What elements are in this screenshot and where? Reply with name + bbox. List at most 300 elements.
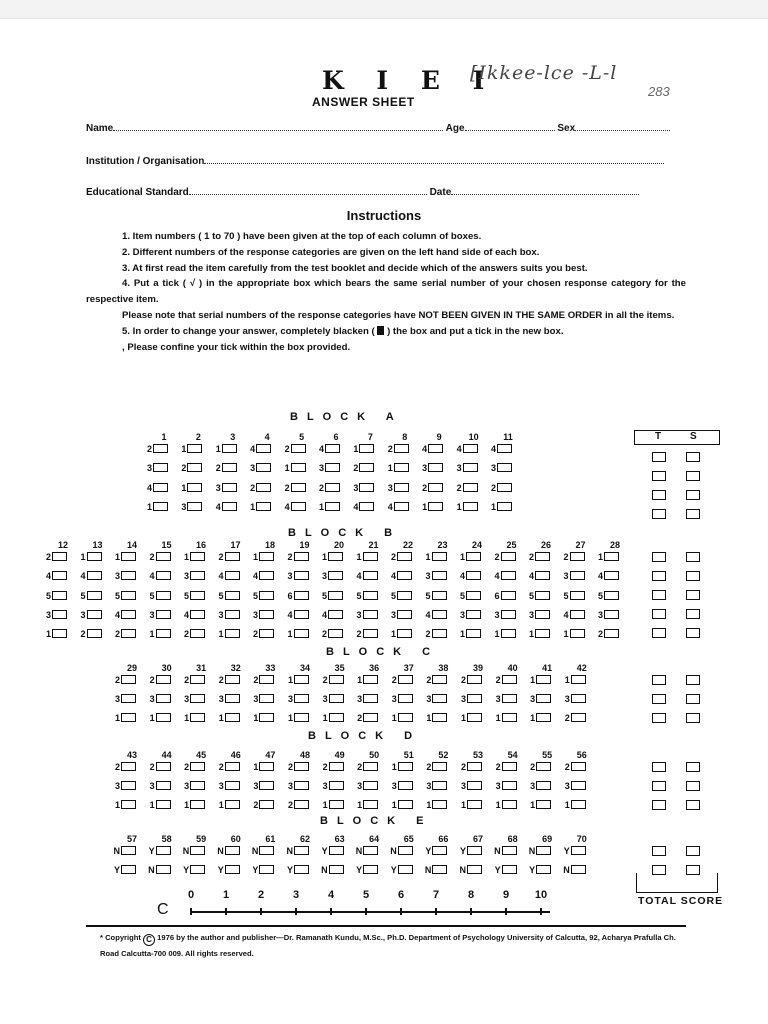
answer-checkbox[interactable] <box>363 781 378 790</box>
response-option[interactable] <box>182 762 205 773</box>
score-box[interactable] <box>652 609 666 619</box>
answer-checkbox[interactable] <box>225 591 240 600</box>
answer-checkbox[interactable] <box>501 591 516 600</box>
answer-checkbox[interactable] <box>432 675 447 684</box>
answer-checkbox[interactable] <box>466 591 481 600</box>
response-option[interactable] <box>455 463 478 474</box>
response-option[interactable] <box>420 483 443 494</box>
response-option[interactable] <box>355 800 378 811</box>
answer-checkbox[interactable] <box>52 591 67 600</box>
answer-checkbox[interactable] <box>225 713 240 722</box>
answer-checkbox[interactable] <box>121 591 136 600</box>
response-option[interactable] <box>217 629 240 640</box>
answer-checkbox[interactable] <box>463 444 478 453</box>
answer-checkbox[interactable] <box>121 762 136 771</box>
response-option[interactable] <box>251 610 274 621</box>
answer-checkbox[interactable] <box>256 502 271 511</box>
response-option[interactable] <box>320 552 343 563</box>
score-box[interactable] <box>652 490 666 500</box>
response-option[interactable] <box>148 781 171 792</box>
answer-checkbox[interactable] <box>294 713 309 722</box>
answer-checkbox[interactable] <box>153 502 168 511</box>
answer-checkbox[interactable] <box>328 629 343 638</box>
answer-checkbox[interactable] <box>225 610 240 619</box>
answer-checkbox[interactable] <box>398 762 413 771</box>
answer-checkbox[interactable] <box>259 762 274 771</box>
score-box[interactable] <box>686 609 700 619</box>
answer-checkbox[interactable] <box>398 800 413 809</box>
response-option[interactable] <box>251 865 274 876</box>
response-option[interactable] <box>217 800 240 811</box>
answer-checkbox[interactable] <box>259 846 274 855</box>
answer-checkbox[interactable] <box>329 713 344 722</box>
response-option[interactable] <box>148 713 171 724</box>
answer-checkbox[interactable] <box>466 552 481 561</box>
answer-checkbox[interactable] <box>570 552 585 561</box>
answer-checkbox[interactable] <box>156 781 171 790</box>
answer-checkbox[interactable] <box>502 846 517 855</box>
response-option[interactable] <box>493 629 516 640</box>
answer-checkbox[interactable] <box>397 552 412 561</box>
response-option[interactable] <box>424 713 447 724</box>
answer-checkbox[interactable] <box>259 571 274 580</box>
answer-checkbox[interactable] <box>502 800 517 809</box>
answer-checkbox[interactable] <box>259 629 274 638</box>
answer-checkbox[interactable] <box>363 865 378 874</box>
response-option[interactable] <box>562 629 585 640</box>
answer-checkbox[interactable] <box>328 591 343 600</box>
response-option[interactable] <box>251 675 274 686</box>
score-box[interactable] <box>686 694 700 704</box>
response-option[interactable] <box>113 610 136 621</box>
answer-checkbox[interactable] <box>536 762 551 771</box>
response-option[interactable] <box>320 571 343 582</box>
answer-checkbox[interactable] <box>190 610 205 619</box>
score-box[interactable] <box>652 800 666 810</box>
response-option[interactable] <box>321 865 344 876</box>
answer-checkbox[interactable] <box>467 865 482 874</box>
answer-checkbox[interactable] <box>571 713 586 722</box>
score-box[interactable] <box>686 509 700 519</box>
answer-checkbox[interactable] <box>535 552 550 561</box>
response-option[interactable] <box>355 865 378 876</box>
response-option[interactable] <box>317 463 340 474</box>
response-option[interactable] <box>182 552 205 563</box>
answer-checkbox[interactable] <box>294 781 309 790</box>
response-option[interactable] <box>493 552 516 563</box>
response-option[interactable] <box>420 463 443 474</box>
answer-checkbox[interactable] <box>432 610 447 619</box>
answer-checkbox[interactable] <box>466 610 481 619</box>
score-box[interactable] <box>686 781 700 791</box>
answer-checkbox[interactable] <box>571 846 586 855</box>
response-option[interactable] <box>251 629 274 640</box>
answer-checkbox[interactable] <box>329 800 344 809</box>
answer-checkbox[interactable] <box>428 502 443 511</box>
answer-checkbox[interactable] <box>329 846 344 855</box>
response-option[interactable] <box>390 762 413 773</box>
response-option[interactable] <box>286 781 309 792</box>
answer-checkbox[interactable] <box>502 781 517 790</box>
response-option[interactable] <box>596 610 619 621</box>
response-option[interactable] <box>113 694 136 705</box>
answer-checkbox[interactable] <box>291 502 306 511</box>
response-option[interactable] <box>596 571 619 582</box>
answer-checkbox[interactable] <box>432 591 447 600</box>
answer-checkbox[interactable] <box>570 591 585 600</box>
response-option[interactable] <box>562 571 585 582</box>
answer-checkbox[interactable] <box>190 781 205 790</box>
answer-checkbox[interactable] <box>535 629 550 638</box>
answer-checkbox[interactable] <box>329 781 344 790</box>
answer-checkbox[interactable] <box>394 444 409 453</box>
answer-checkbox[interactable] <box>256 444 271 453</box>
answer-checkbox[interactable] <box>497 444 512 453</box>
response-option[interactable] <box>424 781 447 792</box>
response-option[interactable] <box>179 444 202 455</box>
answer-checkbox[interactable] <box>222 463 237 472</box>
answer-checkbox[interactable] <box>225 675 240 684</box>
response-option[interactable] <box>214 483 237 494</box>
score-box[interactable] <box>652 552 666 562</box>
response-option[interactable] <box>283 483 306 494</box>
score-box[interactable] <box>686 490 700 500</box>
answer-checkbox[interactable] <box>259 591 274 600</box>
answer-checkbox[interactable] <box>259 713 274 722</box>
answer-checkbox[interactable] <box>294 629 309 638</box>
answer-checkbox[interactable] <box>52 571 67 580</box>
education-field[interactable] <box>86 186 639 198</box>
response-option[interactable] <box>217 571 240 582</box>
answer-checkbox[interactable] <box>291 444 306 453</box>
answer-checkbox[interactable] <box>363 694 378 703</box>
answer-checkbox[interactable] <box>467 713 482 722</box>
answer-checkbox[interactable] <box>187 463 202 472</box>
response-option[interactable] <box>286 762 309 773</box>
answer-checkbox[interactable] <box>156 846 171 855</box>
answer-checkbox[interactable] <box>363 591 378 600</box>
response-option[interactable] <box>217 713 240 724</box>
answer-checkbox[interactable] <box>467 800 482 809</box>
answer-checkbox[interactable] <box>187 502 202 511</box>
response-option[interactable] <box>458 629 481 640</box>
answer-checkbox[interactable] <box>325 483 340 492</box>
answer-checkbox[interactable] <box>52 552 67 561</box>
answer-checkbox[interactable] <box>329 694 344 703</box>
answer-checkbox[interactable] <box>536 800 551 809</box>
response-option[interactable] <box>148 629 171 640</box>
response-option[interactable] <box>286 846 309 857</box>
answer-checkbox[interactable] <box>329 675 344 684</box>
score-box[interactable] <box>652 452 666 462</box>
answer-checkbox[interactable] <box>432 781 447 790</box>
answer-checkbox[interactable] <box>497 502 512 511</box>
answer-checkbox[interactable] <box>156 610 171 619</box>
response-option[interactable] <box>217 846 240 857</box>
response-option[interactable] <box>148 846 171 857</box>
response-option[interactable] <box>494 762 517 773</box>
answer-checkbox[interactable] <box>536 713 551 722</box>
response-option[interactable] <box>424 552 447 563</box>
answer-checkbox[interactable] <box>121 694 136 703</box>
response-option[interactable] <box>420 502 443 513</box>
answer-checkbox[interactable] <box>604 552 619 561</box>
response-option[interactable] <box>562 552 585 563</box>
answer-checkbox[interactable] <box>397 629 412 638</box>
answer-checkbox[interactable] <box>432 865 447 874</box>
answer-checkbox[interactable] <box>535 610 550 619</box>
answer-checkbox[interactable] <box>570 571 585 580</box>
answer-checkbox[interactable] <box>294 571 309 580</box>
response-option[interactable] <box>355 694 378 705</box>
response-option[interactable] <box>424 629 447 640</box>
response-option[interactable] <box>596 591 619 602</box>
answer-checkbox[interactable] <box>428 463 443 472</box>
score-box[interactable] <box>652 694 666 704</box>
response-option[interactable] <box>217 762 240 773</box>
answer-checkbox[interactable] <box>121 552 136 561</box>
response-option[interactable] <box>355 629 378 640</box>
response-option[interactable] <box>182 571 205 582</box>
answer-checkbox[interactable] <box>397 591 412 600</box>
response-option[interactable] <box>44 591 67 602</box>
response-option[interactable] <box>494 800 517 811</box>
answer-checkbox[interactable] <box>87 591 102 600</box>
response-option[interactable] <box>389 610 412 621</box>
response-option[interactable] <box>113 846 136 857</box>
answer-checkbox[interactable] <box>52 610 67 619</box>
response-option[interactable] <box>182 713 205 724</box>
answer-checkbox[interactable] <box>225 552 240 561</box>
answer-checkbox[interactable] <box>121 629 136 638</box>
answer-checkbox[interactable] <box>502 865 517 874</box>
score-box[interactable] <box>652 675 666 685</box>
answer-checkbox[interactable] <box>502 713 517 722</box>
answer-checkbox[interactable] <box>571 800 586 809</box>
answer-checkbox[interactable] <box>363 552 378 561</box>
response-option[interactable] <box>283 444 306 455</box>
response-option[interactable] <box>455 444 478 455</box>
response-option[interactable] <box>286 800 309 811</box>
response-option[interactable] <box>113 781 136 792</box>
answer-checkbox[interactable] <box>363 800 378 809</box>
answer-checkbox[interactable] <box>394 463 409 472</box>
response-option[interactable] <box>563 781 586 792</box>
response-option[interactable] <box>459 846 482 857</box>
answer-checkbox[interactable] <box>187 483 202 492</box>
response-option[interactable] <box>355 713 378 724</box>
response-option[interactable] <box>493 591 516 602</box>
response-option[interactable] <box>148 675 171 686</box>
answer-checkbox[interactable] <box>294 865 309 874</box>
answer-checkbox[interactable] <box>570 610 585 619</box>
response-option[interactable] <box>424 762 447 773</box>
answer-checkbox[interactable] <box>466 629 481 638</box>
response-option[interactable] <box>79 629 102 640</box>
answer-checkbox[interactable] <box>190 591 205 600</box>
answer-checkbox[interactable] <box>259 552 274 561</box>
answer-checkbox[interactable] <box>325 502 340 511</box>
response-option[interactable] <box>351 463 374 474</box>
response-option[interactable] <box>424 610 447 621</box>
response-option[interactable] <box>489 463 512 474</box>
answer-checkbox[interactable] <box>466 571 481 580</box>
answer-checkbox[interactable] <box>294 846 309 855</box>
response-option[interactable] <box>251 713 274 724</box>
answer-checkbox[interactable] <box>604 571 619 580</box>
answer-checkbox[interactable] <box>190 571 205 580</box>
answer-checkbox[interactable] <box>398 865 413 874</box>
response-option[interactable] <box>389 552 412 563</box>
response-option[interactable] <box>251 800 274 811</box>
response-option[interactable] <box>145 463 168 474</box>
answer-checkbox[interactable] <box>571 675 586 684</box>
response-option[interactable] <box>182 846 205 857</box>
answer-checkbox[interactable] <box>325 463 340 472</box>
response-option[interactable] <box>286 629 309 640</box>
response-option[interactable] <box>494 865 517 876</box>
answer-checkbox[interactable] <box>259 800 274 809</box>
response-option[interactable] <box>286 591 309 602</box>
answer-checkbox[interactable] <box>291 483 306 492</box>
response-option[interactable] <box>527 610 550 621</box>
response-option[interactable] <box>286 571 309 582</box>
answer-checkbox[interactable] <box>190 675 205 684</box>
answer-checkbox[interactable] <box>604 629 619 638</box>
response-option[interactable] <box>214 502 237 513</box>
score-box[interactable] <box>686 452 700 462</box>
response-option[interactable] <box>286 552 309 563</box>
score-box[interactable] <box>652 628 666 638</box>
answer-checkbox[interactable] <box>294 591 309 600</box>
answer-checkbox[interactable] <box>325 444 340 453</box>
response-option[interactable] <box>317 483 340 494</box>
answer-checkbox[interactable] <box>432 762 447 771</box>
answer-checkbox[interactable] <box>359 444 374 453</box>
answer-checkbox[interactable] <box>604 610 619 619</box>
score-box[interactable] <box>686 713 700 723</box>
answer-checkbox[interactable] <box>432 629 447 638</box>
response-option[interactable] <box>494 846 517 857</box>
answer-checkbox[interactable] <box>156 629 171 638</box>
response-option[interactable] <box>148 610 171 621</box>
response-option[interactable] <box>459 675 482 686</box>
response-option[interactable] <box>390 846 413 857</box>
answer-checkbox[interactable] <box>256 463 271 472</box>
response-option[interactable] <box>355 675 378 686</box>
answer-checkbox[interactable] <box>359 502 374 511</box>
response-option[interactable] <box>386 463 409 474</box>
answer-checkbox[interactable] <box>190 629 205 638</box>
response-option[interactable] <box>596 629 619 640</box>
answer-checkbox[interactable] <box>190 846 205 855</box>
response-option[interactable] <box>251 571 274 582</box>
response-option[interactable] <box>424 675 447 686</box>
answer-checkbox[interactable] <box>153 444 168 453</box>
response-option[interactable] <box>563 865 586 876</box>
response-option[interactable] <box>251 762 274 773</box>
response-option[interactable] <box>355 610 378 621</box>
response-option[interactable] <box>493 571 516 582</box>
response-option[interactable] <box>321 713 344 724</box>
answer-checkbox[interactable] <box>604 591 619 600</box>
response-option[interactable] <box>286 610 309 621</box>
response-option[interactable] <box>148 571 171 582</box>
answer-checkbox[interactable] <box>398 781 413 790</box>
response-option[interactable] <box>493 610 516 621</box>
score-box[interactable] <box>652 509 666 519</box>
response-option[interactable] <box>355 552 378 563</box>
answer-checkbox[interactable] <box>52 629 67 638</box>
response-option[interactable] <box>286 675 309 686</box>
response-option[interactable] <box>148 591 171 602</box>
answer-checkbox[interactable] <box>156 865 171 874</box>
answer-checkbox[interactable] <box>259 781 274 790</box>
answer-checkbox[interactable] <box>363 629 378 638</box>
response-option[interactable] <box>321 675 344 686</box>
response-option[interactable] <box>286 694 309 705</box>
response-option[interactable] <box>321 762 344 773</box>
institution-field[interactable] <box>86 155 664 167</box>
answer-checkbox[interactable] <box>432 713 447 722</box>
score-box[interactable] <box>686 471 700 481</box>
response-option[interactable] <box>527 591 550 602</box>
response-option[interactable] <box>355 571 378 582</box>
response-option[interactable] <box>145 483 168 494</box>
answer-checkbox[interactable] <box>328 571 343 580</box>
response-option[interactable] <box>217 675 240 686</box>
response-option[interactable] <box>321 800 344 811</box>
answer-checkbox[interactable] <box>153 483 168 492</box>
response-option[interactable] <box>182 781 205 792</box>
answer-checkbox[interactable] <box>536 675 551 684</box>
answer-checkbox[interactable] <box>328 610 343 619</box>
response-option[interactable] <box>148 800 171 811</box>
answer-checkbox[interactable] <box>535 571 550 580</box>
answer-checkbox[interactable] <box>432 800 447 809</box>
answer-checkbox[interactable] <box>501 610 516 619</box>
score-box[interactable] <box>652 762 666 772</box>
response-option[interactable] <box>182 591 205 602</box>
answer-checkbox[interactable] <box>363 846 378 855</box>
response-option[interactable] <box>389 591 412 602</box>
answer-checkbox[interactable] <box>363 610 378 619</box>
response-option[interactable] <box>79 610 102 621</box>
answer-checkbox[interactable] <box>222 502 237 511</box>
answer-checkbox[interactable] <box>190 762 205 771</box>
response-option[interactable] <box>528 800 551 811</box>
answer-checkbox[interactable] <box>397 610 412 619</box>
answer-checkbox[interactable] <box>394 502 409 511</box>
name-field[interactable] <box>86 122 670 134</box>
response-option[interactable] <box>320 629 343 640</box>
response-option[interactable] <box>489 444 512 455</box>
response-option[interactable] <box>494 694 517 705</box>
response-option[interactable] <box>455 502 478 513</box>
response-option[interactable] <box>459 762 482 773</box>
answer-checkbox[interactable] <box>256 483 271 492</box>
answer-checkbox[interactable] <box>121 610 136 619</box>
answer-checkbox[interactable] <box>121 713 136 722</box>
answer-checkbox[interactable] <box>467 694 482 703</box>
response-option[interactable] <box>389 571 412 582</box>
response-option[interactable] <box>386 444 409 455</box>
response-option[interactable] <box>458 591 481 602</box>
answer-checkbox[interactable] <box>463 502 478 511</box>
answer-checkbox[interactable] <box>156 571 171 580</box>
answer-checkbox[interactable] <box>225 865 240 874</box>
response-option[interactable] <box>528 865 551 876</box>
